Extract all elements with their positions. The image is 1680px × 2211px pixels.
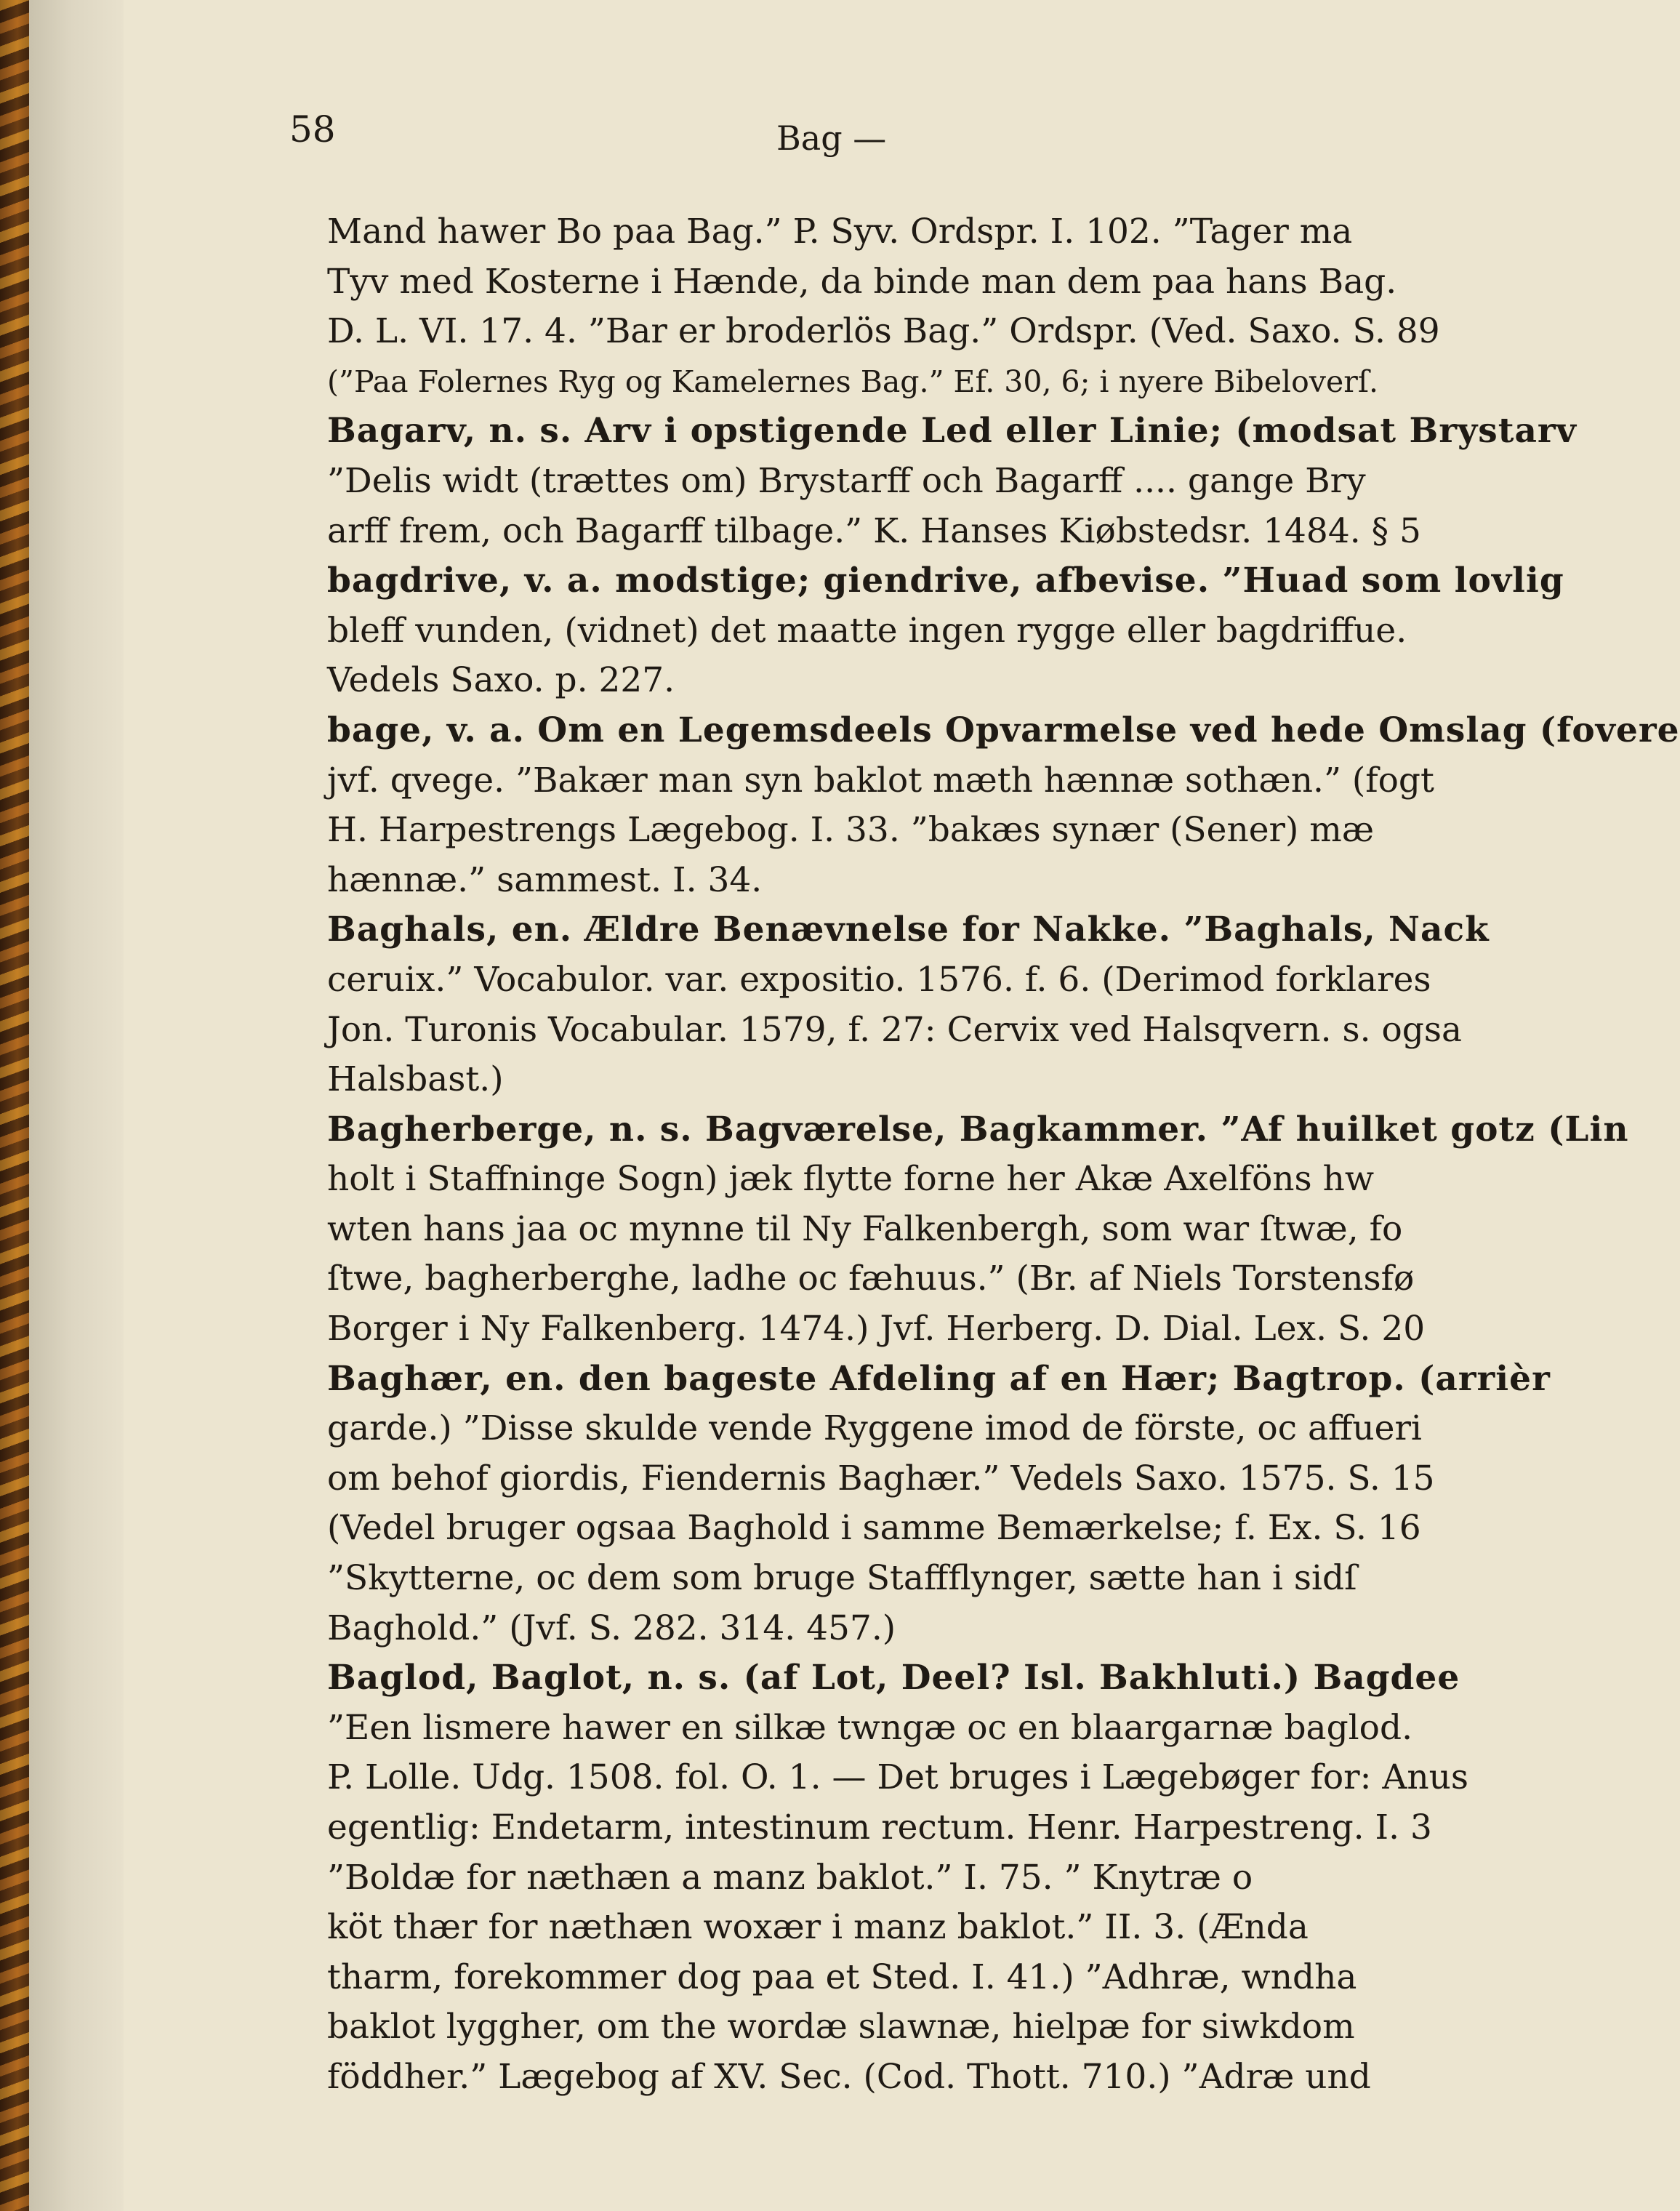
text-line: P. Lolle. Udg. 1508. fol. O. 1. — Det bruges i Lægebøger for: Anus (327, 1757, 1468, 1798)
text-line: garde.) ”Disse skulde vende Ryggene imod de förste, oc affueri (327, 1408, 1422, 1449)
entry-headword-line: Bagarv, n. s. Arv i opstigende Led eller Linie; (modsat Brystarv (327, 411, 1577, 452)
text-line: om behof giordis, Fiendernis Baghær.” Vedels Saxo. 1575. S. 15 (327, 1458, 1435, 1498)
text-line: ceruix.” Vocabulor. var. expositio. 1576. f. 6. (Derimod forklares (327, 959, 1431, 1000)
spine-marbled-pattern (0, 0, 29, 2211)
text-line: (”Paa Folernes Ryg og Kamelernes Bag.” Ef. 30, 6; i nyere Bibeloverſ. (327, 364, 1379, 399)
text-line: H. Harpestrengs Lægebog. I. 33. ”bakæs synær (Sener) mæ (327, 810, 1375, 851)
text-line: arff frem, och Bagarff tilbage.” K. Hanses Kiøbstedsr. 1484. § 5 (327, 510, 1421, 551)
entry-headword-line: Baghals, en. Ældre Benævnelse for Nakke. ”Baghals, Nack (327, 910, 1490, 950)
text-line: Tyv med Kosterne i Hænde, da binde man dem paa hans Bag. (327, 261, 1397, 302)
text-line: tharm, forekommer dog paa et Sted. I. 41.) ”Adhræ, wndha (327, 1957, 1357, 1997)
text-line: köt thær for næthæn woxær i manz baklot.” II. 3. (Ænda (327, 1907, 1309, 1948)
text-line: egentlig: Endetarm, intestinum rectum. Henr. Harpestreng. I. 3 (327, 1807, 1432, 1847)
text-line: wten hans jaa oc mynne til Ny Falkenbergh, som war ſtwæ, fo (327, 1208, 1403, 1249)
text-line: hænnæ.” sammest. I. 34. (327, 859, 763, 900)
text-line: Mand hawer Bo paa Bag.” P. Syv. Ordspr. I. 102. ”Tager ma (327, 212, 1353, 252)
page-number: 58 (289, 108, 336, 151)
text-line: holt i Staffninge Sogn) jæk flytte forne her Akæ Axelföns hw (327, 1159, 1375, 1200)
dictionary-text (327, 207, 1680, 2103)
page-gutter-shadow (29, 0, 124, 2211)
entry-headword-line: Baglod, Baglot, n. s. (af Lot, Deel? Isl. Bakhluti.) Bagdee (327, 1658, 1460, 1698)
text-line: Jon. Turonis Vocabular. 1579, f. 27: Cervix ved Halsqvern. s. ogsa (327, 1009, 1462, 1050)
entry-headword-line: Baghær, en. den bageste Afdeling af en Hær; Bagtrop. (arrièr (327, 1358, 1551, 1399)
entry-headword-line: Bagherberge, n. s. Bagværelse, Bagkammer. ”Af huilket gotz (Lin (327, 1109, 1629, 1149)
text-line: ſtwe, bagherberghe, ladhe oc fæhuus.” (Br. af Niels Torstensfø (327, 1259, 1415, 1299)
text-line: (Vedel bruger ogsaa Baghold i samme Bemærkelse; f. Ex. S. 16 (327, 1508, 1421, 1549)
text-line: D. L. VI. 17. 4. ”Bar er broderlös Bag.” Ordspr. (Ved. Saxo. S. 89 (327, 311, 1440, 352)
text-line: Baghold.” (Jvf. S. 282. 314. 457.) (327, 1608, 896, 1648)
entry-headword-line: bage, v. a. Om en Legemsdeels Opvarmelse ved hede Omslag (fovere (327, 710, 1680, 750)
text-line: ”Delis widt (trættes om) Brystarff och Bagarff .... gange Bry (327, 460, 1366, 501)
text-line: baklot lyggher, om the wordæ slawnæ, hielpæ for siwkdom (327, 2007, 1355, 2047)
text-line: ”Een lismere hawer en silkæ twngæ oc en blaargarnæ baglod. (327, 1707, 1413, 1748)
text-line: Borger i Ny Falkenberg. 1474.) Jvf. Herberg. D. Dial. Lex. S. 20 (327, 1309, 1426, 1349)
entry-headword-line: bagdrive, v. a. modstige; giendrive, afbevise. ”Huad som lovlig (327, 561, 1564, 601)
text-line: Vedels Saxo. p. 227. (327, 660, 675, 701)
text-line: ”Boldæ for næthæn a manz baklot.” I. 75. ” Knytræ o (327, 1857, 1253, 1898)
text-line: föddher.” Lægebog af XV. Sec. (Cod. Thott. 710.) ”Adræ und (327, 2056, 1371, 2097)
text-line: bleff vunden, (vidnet) det maatte ingen rygge eller bagdriffue. (327, 610, 1407, 651)
running-head: Bag — (776, 119, 887, 158)
text-line: jvf. qvege. ”Bakær man syn baklot mæth hænnæ sothæn.” (fogt (327, 760, 1434, 800)
text-line: ”Skytterne, oc dem som bruge Staffflynger, sætte han i sidſ (327, 1558, 1357, 1599)
text-line: Halsbast.) (327, 1059, 504, 1100)
